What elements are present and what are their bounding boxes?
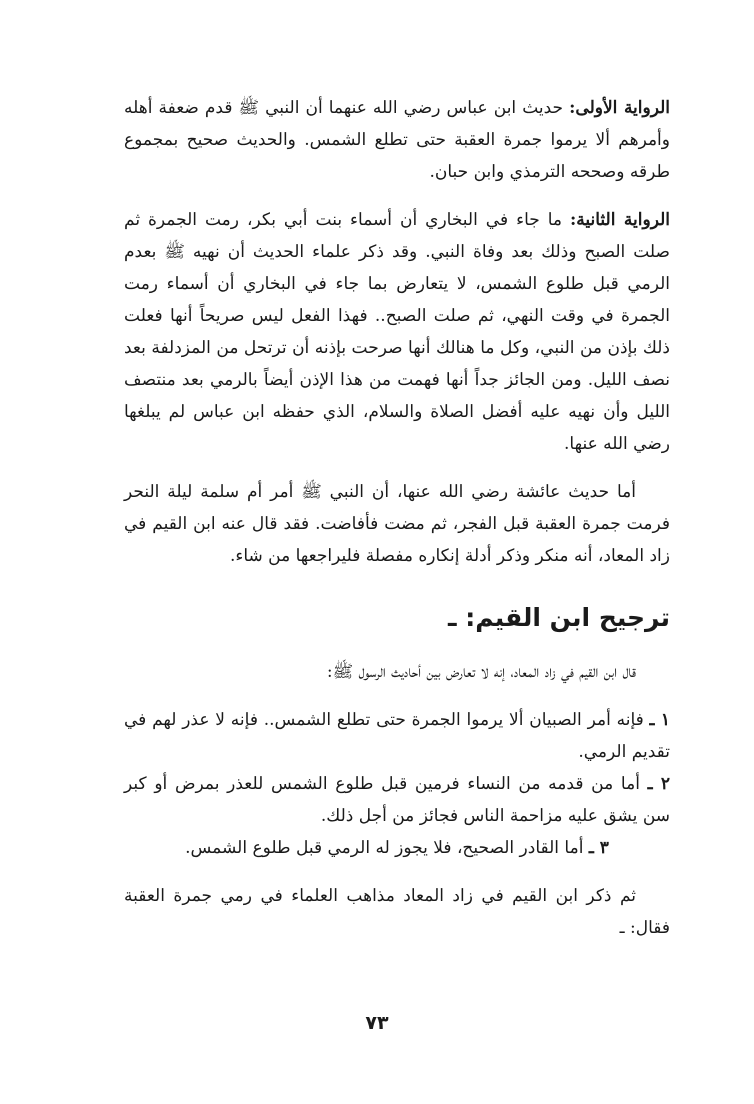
list-item-text: فإنه أمر الصبيان ألا يرموا الجمرة حتى تطلع الشمس.. فإنه لا عذر لهم في تقديم الرمي. [124,710,670,762]
page-number: ٧٣ [365,1012,389,1034]
list-item-text: أما القادر الصحيح، فلا يجوز له الرمي قبل طلوع الشمس. [185,838,589,858]
book-page [0,92,754,1104]
list-item-number: ٣ ـ [588,838,609,858]
closing-paragraph: ثم ذكر ابن القيم في زاد المعاد مذاهب العلماء في رمي جمرة العقبة فقال: ـ [124,886,670,938]
narration-one-label: الرواية الأولى: [569,98,671,118]
narration-two-paragraph [124,204,670,460]
list-item-number: ١ ـ [649,710,670,730]
narration-two-text: ما جاء في البخاري أن أسماء بنت أبي بكر، رمت الجمرة ثم صلت الصبح وذلك بعد وفاة النبي. وقد ذكر علماء الحديث أن نهيه ﷺ بعدم الرمي قبل طلوع الشمس، لا يتعارض بما جاء في البخاري أن أسماء رمت الجمرة في وقت النهي، ثم صلت الصبح.. فهذا الفعل ليس صريحاً أنها فعلت ذلك بإذن من النبي، وكل ما هنالك أنها صرحت بإذنه أن ترتحل من المزدلفة بعد نصف الليل. ومن الجائز جداً أنها فهمت من هذا الإذن أيضاً بالرمي بعد منتصف الليل وأن نهيه عليه أفضل الصلاة والسلام، الذي حفظه ابن عباس لم يبلغها رضي الله عنها. [124,210,670,454]
list-item-text: أما من قدمه من النساء فرمين قبل طلوع الشمس للعذر بمرض أو كبر سن يشق عليه مزاحمة الناس فجائز من أجل ذلك. [124,774,670,826]
list-item-number: ٢ ـ [647,774,670,794]
narration-one-paragraph [124,92,670,188]
intro-paragraph: قال ابن القيم في زاد المعاد، إنه لا تعارض بين أحاديث الرسول ﷺ: [326,662,636,682]
section-heading: ترجيح ابن القيم: ـ [447,603,670,632]
narration-one-text: حديث ابن عباس رضي الله عنهما أن النبي ﷺ قدم ضعفة أهله وأمرهم ألا يرموا جمرة العقبة حتى تطلع الشمس. والحديث صحيح بمجموع طرقه وصححه الترمذي وابن حبان. [124,98,670,182]
list-item [124,768,670,832]
list-item [124,832,670,864]
narration-two-label: الرواية الثانية: [569,210,670,230]
ruling-list [124,704,670,864]
list-item [124,704,670,768]
aisha-hadith-paragraph: أما حديث عائشة رضي الله عنها، أن النبي ﷺ أمر أم سلمة ليلة النحر فرمت جمرة العقبة قبل الفجر، ثم مضت فأفاضت. فقد قال عنه ابن القيم في زاد المعاد، أنه منكر وذكر أدلة إنكاره مفصلة فليراجعها من شاء. [124,482,670,566]
